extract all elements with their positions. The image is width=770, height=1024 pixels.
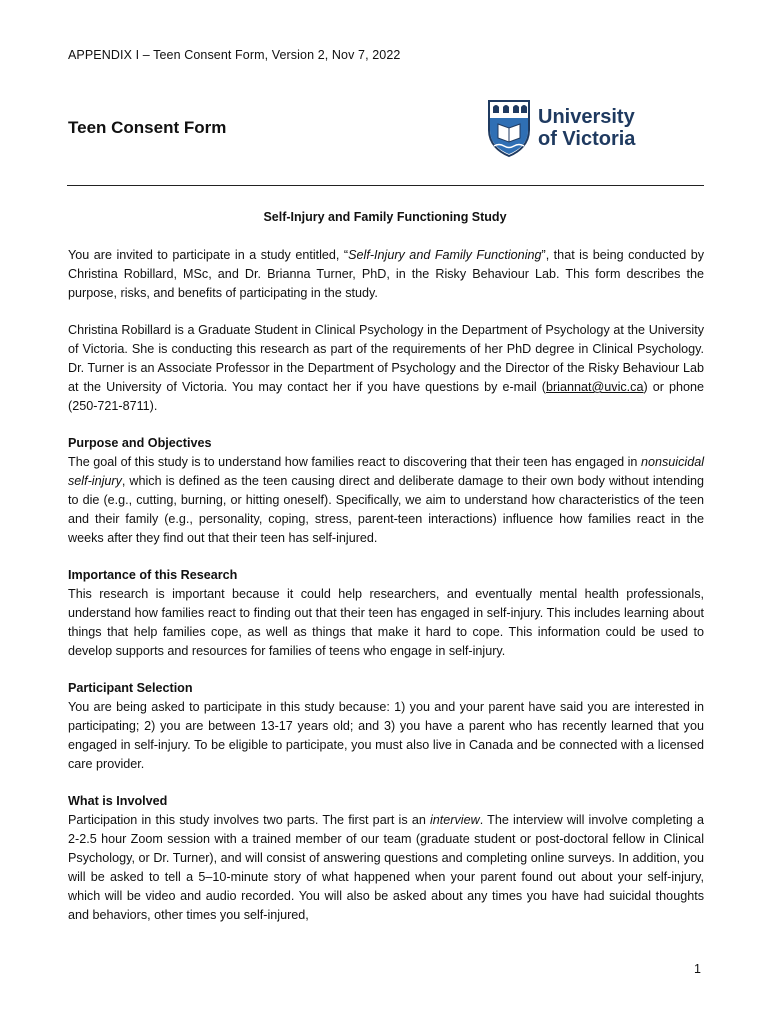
university-name-line-1: University <box>538 106 635 128</box>
section-text-importance: This research is important because it could help researchers, and eventually mental health professionals, understand how families react to finding out that their teen has engaged in self-injury. This includes learning about things that help families cope, as well as things that make it hard to cope. This information could be used to develop supports and resources for families of teens who engage in self-injury. <box>68 587 704 658</box>
header-divider <box>67 185 704 186</box>
university-name-line-2: of Victoria <box>538 128 636 150</box>
university-crest-icon <box>486 98 532 158</box>
section-text-purpose: The goal of this study is to understand how families react to discovering that their teen has engaged in nonsuicidal self-injury, which is defined as the teen causing direct and deliberate damage to their own body without intending to die (e.g., cutting, burning, or hitting oneself). Specifically, we aim to understand how characteristics of the teen and their family (e.g., personality, coping, stress, parent-teen interactions) influence how families react in the weeks after they find out that their teen has self-injured. <box>68 455 704 545</box>
document-body <box>68 246 704 943</box>
study-name-italic: Self-Injury and Family Functioning <box>348 248 542 262</box>
term-nonsuicidal-self-injury: nonsuicidal self-injury <box>68 455 704 488</box>
contact-email-link[interactable]: briannat@uvic.ca <box>545 380 644 394</box>
page-number: 1 <box>694 962 701 976</box>
intro-paragraph-2: Christina Robillard is a Graduate Student in Clinical Psychology in the Department of Psychology at the University of Victoria. She is conducting this research as part of the requirements of her PhD degree in Clinical Psychology. Dr. Turner is an Associate Professor in the Department of Psychology and the Director of the Risky Behaviour Lab at the University of Victoria. You may contact her if you have questions by e-mail (briannat@uvic.ca) or phone (250-721-8711). <box>68 323 704 413</box>
study-title: Self-Injury and Family Functioning Study <box>263 210 507 224</box>
term-interview: interview <box>430 813 480 827</box>
section-heading-involved: What is Involved <box>68 794 168 808</box>
section-text-selection: You are being asked to participate in this study because: 1) you and your parent have said you are interested in participating; 2) you are between 13-17 years old; and 3) you have a parent who has recently learned that you engaged in self-injury. To be eligible to participate, you must also live in Canada and be connected with a licensed care provider. <box>68 700 704 771</box>
section-heading-selection: Participant Selection <box>68 681 193 695</box>
section-heading-importance: Importance of this Research <box>68 568 238 582</box>
section-text-involved: Participation in this study involves two parts. The first part is an interview. The interview will involve completing a 2-2.5 hour Zoom session with a trained member of our team (graduate student or post-doctoral fellow in Clinical Psychology, or Dr. Turner), and will consist of answering questions and completing online surveys. In addition, you will be asked to tell a 5–10-minute story of what happened when your parent found out about your self-injury, which will be video and audio recorded. You will also be asked about any times you have had suicidal thoughts and behaviors, other times you self-injured, <box>68 813 704 922</box>
appendix-header: APPENDIX I – Teen Consent Form, Version 2, Nov 7, 2022 <box>68 48 401 62</box>
section-heading-purpose: Purpose and Objectives <box>68 436 212 450</box>
intro-paragraph-1: You are invited to participate in a study entitled, “Self-Injury and Family Functioning”, that is being conducted by Christina Robillard, MSc, and Dr. Brianna Turner, PhD, in the Risky Behaviour Lab. This form describes the purpose, risks, and benefits of participating in the study. <box>68 248 704 300</box>
university-logo <box>486 97 656 159</box>
form-title: Teen Consent Form <box>68 118 227 137</box>
university-name <box>538 106 635 150</box>
